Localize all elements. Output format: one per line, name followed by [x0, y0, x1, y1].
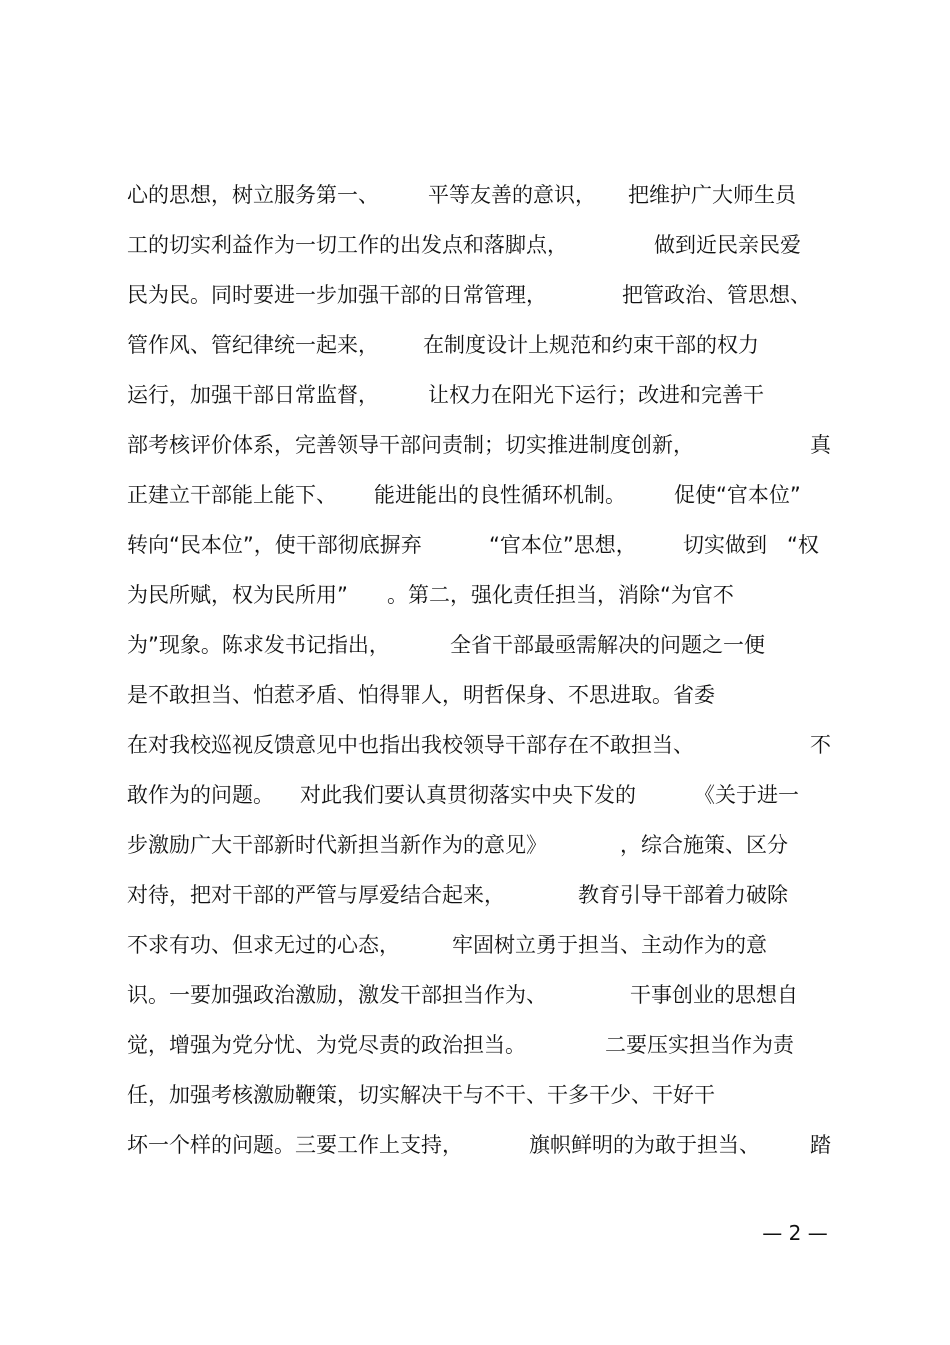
text-segment: 踏 [810, 1133, 831, 1157]
text-segment: 切实做到 [683, 533, 767, 557]
text-line [127, 770, 837, 820]
text-segment: 对此我们要认真贯彻落实中央下发的 [300, 783, 636, 807]
text-segment: 干事创业的思想自 [630, 983, 798, 1007]
text-line [127, 420, 837, 470]
text-line [127, 920, 837, 970]
text-segment: 是不敢担当、怕惹矛盾、怕得罪人，明哲保身、不思进取。省委 [127, 683, 715, 707]
text-segment: 对待，把对干部的严管与厚爱结合起来， [127, 883, 505, 907]
text-segment: 坏一个样的问题。三要工作上支持， [127, 1133, 463, 1157]
text-segment: 教育引导干部着力破除 [578, 883, 788, 907]
text-segment: 《关于进一 [694, 783, 799, 807]
text-line [127, 320, 837, 370]
text-segment: 管作风、管纪律统一起来， [127, 333, 379, 357]
text-segment: 正建立干部能上能下、 [127, 483, 337, 507]
text-line [127, 1070, 837, 1120]
text-segment: 转向“民本位”，使干部彻底摒弃 [127, 533, 422, 557]
text-segment: 平等友善的意识， [428, 183, 596, 207]
text-segment: 促使“官本位” [674, 483, 801, 507]
text-segment: 真 [810, 433, 831, 457]
text-segment: 在对我校巡视反馈意见中也指出我校领导干部存在不敢担当、 [127, 733, 694, 757]
text-line [127, 220, 837, 270]
text-segment: 让权力在阳光下运行；改进和完善干 [428, 383, 764, 407]
text-segment: 步激励广大干部新时代新担当新作为的意见》 [127, 833, 547, 857]
text-line [127, 470, 837, 520]
text-segment: 牢固树立勇于担当、主动作为的意 [452, 933, 767, 957]
text-segment: 在制度设计上规范和约束干部的权力 [423, 333, 759, 357]
text-line [127, 570, 837, 620]
text-segment: 任，加强考核激励鞭策，切实解决干与不干、干多干少、干好干 [127, 1083, 715, 1107]
text-segment: “权 [787, 533, 819, 557]
text-segment: 心的思想，树立服务第一、 [127, 183, 379, 207]
text-line [127, 170, 837, 220]
text-segment: 把管政治、管思想、 [622, 283, 811, 307]
text-segment: 旗帜鲜明的为敢于担当、 [529, 1133, 760, 1157]
text-segment: 把维护广大师生员 [628, 183, 796, 207]
text-segment: 做到近民亲民爱 [654, 233, 801, 257]
text-segment: 为”现象。陈求发书记指出， [127, 633, 390, 657]
text-segment: 为民所赋，权为民所用” [127, 583, 348, 607]
text-segment: 不 [810, 733, 831, 757]
text-segment: 识。一要加强政治激励，激发干部担当作为、 [127, 983, 547, 1007]
text-line [127, 270, 837, 320]
text-segment: 。第二，强化责任担当，消除“为官不 [387, 583, 734, 607]
text-line [127, 820, 837, 870]
text-line [127, 970, 837, 1020]
text-segment: 二要压实担当作为责 [605, 1033, 794, 1057]
text-segment: ，综合施策、区分 [620, 833, 788, 857]
text-line [127, 370, 837, 420]
text-segment: 能进能出的良性循环机制。 [374, 483, 626, 507]
text-line [127, 720, 837, 770]
text-line [127, 620, 837, 670]
text-segment: 全省干部最亟需解决的问题之一便 [450, 633, 765, 657]
text-line [127, 520, 837, 570]
text-line [127, 1120, 837, 1170]
text-segment: 不求有功、但求无过的心态， [127, 933, 400, 957]
text-segment: 民为民。同时要进一步加强干部的日常管理， [127, 283, 547, 307]
text-line [127, 670, 837, 720]
text-segment: 部考核评价体系，完善领导干部问责制；切实推进制度创新， [127, 433, 694, 457]
text-line [127, 870, 837, 920]
text-segment: 觉，增强为党分忧、为党尽责的政治担当。 [127, 1033, 526, 1057]
text-segment: 工的切实利益作为一切工作的出发点和落脚点， [127, 233, 568, 257]
text-line [127, 1020, 837, 1070]
text-segment: 运行，加强干部日常监督， [127, 383, 379, 407]
text-segment: “官本位”思想， [489, 533, 637, 557]
text-segment: 敢作为的问题。 [127, 783, 274, 807]
page-number: — 2 — [762, 1221, 828, 1245]
body-text [127, 170, 837, 1170]
